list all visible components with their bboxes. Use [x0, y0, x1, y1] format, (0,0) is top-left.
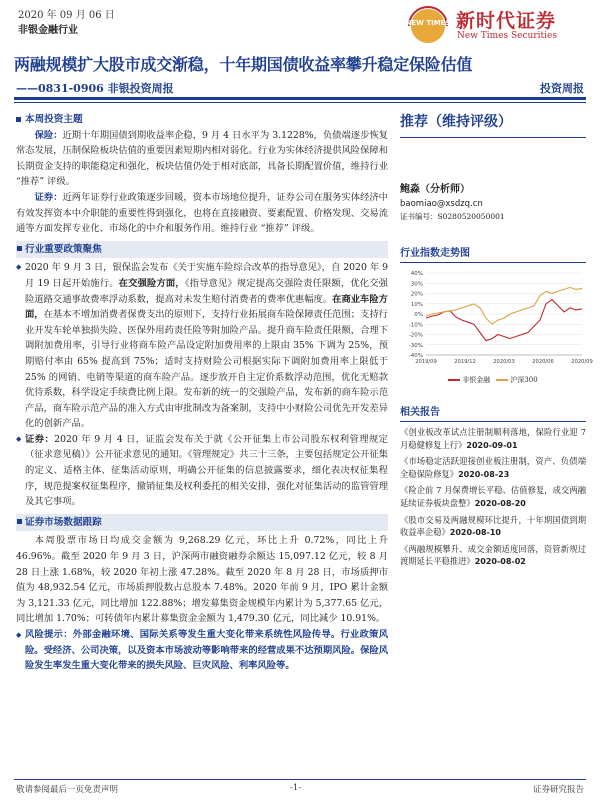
legend-swatch-csi300 [496, 379, 508, 381]
related-report-date: 2020-08-23 [458, 469, 510, 479]
policy-bold-commercial: 在商业车险方面， [25, 293, 388, 321]
chart-y-tick-label: 40% [410, 271, 423, 277]
sidebar [400, 107, 593, 572]
related-report-item[interactable] [400, 484, 586, 510]
section-heading-policy: 行业重要政策聚焦 [16, 241, 388, 259]
chart-x-tick-label: 2020/03 [493, 359, 515, 365]
legend-label-nonbank: 非银金融 [462, 376, 491, 384]
title-rule-thick [14, 97, 586, 100]
keyword-insurance: 保险： [34, 129, 63, 141]
chart-y-tick-label: -30% [408, 342, 423, 349]
policy-text-c: 在基本不增加消费者保费支出的原则下，支持行业拓展商车险保障责任范围；支持行业开发车轮单独损失险、医保外用药责任险等附加险产品。提升商车险责任限额，合理下调附加费用率，引导行业将商车险产品设定附加费用率的上限由 35% 下调为 25%，预期赔付率由 65% 提高到 75%；适时支持财险公司根据实际下调附加费用率上限低于 25% 的网销、电销等渠道的商车险产品。逐步放开自主定价系数浮动范围，优化无赔款优待系数，科学设定手续费比例上限。发布新的统一的交强险产品，发布新的商车险示范产品，商车险示范产品的准入方式由审批制改为备案制，支持中小财险公司优先开发差异化的创新产品。 [25, 309, 388, 430]
rating-rule [400, 137, 586, 138]
related-reports-rule [400, 421, 586, 422]
risk-text: 风险提示：外部金融环境、国际关系等发生重大变化带来系统性风险传导。行业政策风险。受经济、公司决策，以及资本市场波动等影响带来的经营成果不达预期风险。保险风险发生率发生重大变化带来的损失风险、巨灾风险、利率风险等。 [25, 629, 388, 672]
chart-y-tick-label: 10% [410, 301, 423, 308]
related-report-title: 《两融规模攀升、成交金额适度回落，资管新规过渡期延长平稳推进》 [400, 543, 586, 567]
analyst-name: 鲍淼（分析师） [400, 184, 470, 195]
related-report-item[interactable] [400, 543, 586, 569]
related-report-title: 《股市交易及两融规模环比提升，十年期国债到期收益率企稳》 [400, 514, 586, 538]
document-type: 投资周报 [540, 82, 584, 95]
footer-report-type: 证券研究报告 [532, 785, 584, 795]
industry-category: 非银金融行业 [18, 25, 78, 36]
related-report-date: 2020-08-20 [474, 498, 526, 508]
logo-mark-text-new: NEW TIMES [405, 19, 451, 27]
bullet-securities-policy [16, 432, 388, 510]
legend-item-nonbank [448, 375, 490, 385]
related-report-title: 《创业板改革试点注册制顺利落地，保险行业迎 7 月稳健修复上行》 [400, 427, 586, 450]
policy-text-a: 2020 年 9 月 3 日，银保监会发布《关于实施车险综合改革的指导意见》，自 2020 年 9 月 19 日起开始施行。 [25, 262, 388, 289]
chart-y-tick-label: -20% [408, 332, 423, 339]
legend-item-csi300 [496, 375, 537, 385]
paragraph-insurance [16, 128, 388, 190]
text-insurance: 近期十年期国债到期收益率企稳，9 月 4 日水平为 3.1228%，负债端逐步恢复常态发展，压制保险板块估值的重要因素短期内相对弱化。行业为实体经济提供风险保障和长期资金支持的职能稳定和强化，板块估值仍处于相对底部，具备长期配置价值，维持行业 “推荐” 评级。 [16, 129, 388, 188]
related-report-date: 2020-08-02 [474, 557, 526, 567]
paragraph-market-data [16, 533, 388, 627]
keyword-securities: 证券： [34, 191, 63, 203]
chart-heading-rule [400, 262, 586, 263]
risk-warning [16, 627, 388, 674]
chart-x-tick-label: 2020/09 [571, 359, 593, 365]
related-report-date: 2020-08-10 [449, 528, 501, 538]
related-report-item[interactable] [400, 455, 586, 481]
related-reports-heading: 相关报告 [400, 407, 440, 418]
policy-securities-text: 2020 年 9 月 4 日，证监会发布关于就《公开征集上市公司股东权利管理规定（征求意见稿）》公开征求意见的通知。《管理规定》共三十三条，主要包括规定公开征集的定义、适格主体、征集活动原则，明确公开征集的信息披露要求，细化表决权征集程序，规范提案权征集程序，撤销征集及权利委托的相关安排，强化对征集活动的监管管理及其它事项。 [25, 433, 388, 508]
rating: 推荐（维持评级） [400, 114, 512, 130]
section-heading-investment-theme: 本周投资主题 [16, 112, 388, 128]
chart-y-tick-label: -10% [408, 322, 423, 329]
report-subtitle: ——0831-0906 非银投资周报 [16, 82, 174, 95]
company-logo-name: 新时代证券 [456, 10, 557, 32]
text-market-data: 本周股票市场日均成交金额为 9,268.29 亿元，环比上升 0.72%，同比上升 46.96%。截至 2020 年 9 月 3 日，沪深两市融资融券余额达 15,097.12 亿元，较 8 月 28 日上涨 1.68%，较 2020 年初上涨 47.28%。截至 2020 年 8 月 28 日，市场质押市值为 48,932.54 亿元，市场质押股数占总股本 7.48%。2020 年前 9 月，IPO 累计金额为 3,121.33 亿元，同比增加 122.88%；增发募集资金规模年内累计为 5,377.65 亿元，同比增加 1.70%；可转债年内累计募集资金金额为 1,479.30 亿元，同比减少 10.91%。 [16, 535, 388, 625]
related-report-item[interactable] [400, 426, 586, 452]
industry-index-chart [400, 267, 593, 371]
report-date: 2020 年 09 月 06 日 [18, 10, 115, 21]
main-content [16, 107, 388, 674]
related-report-title: 《市场稳定活跃迎接创业板注册制，资产、负债端全稳保险修复》 [400, 456, 586, 479]
keyword-securities-policy: 证券： [25, 433, 55, 445]
analyst-certificate: 证书编号：S0280520050001 [400, 212, 505, 221]
legend-swatch-nonbank [448, 379, 460, 381]
chart-x-tick-label: 2020/06 [532, 359, 554, 365]
page-number: -1- [290, 783, 302, 793]
related-report-item[interactable] [400, 514, 586, 540]
related-report-date: 2020-09-01 [466, 440, 518, 450]
legend-label-csi300: 沪深300 [510, 376, 538, 384]
title-rule-thin [14, 102, 586, 103]
text-securities: 近两年证券行业政策逐步回暖，资本市场地位提升，证券公司在服务实体经济中有效发挥资本中介职能的重要性得到强化，也将在直接融资、要素配置、价格发现、交易流通等方面发挥专业化、市场化的中介和服务作用。维持行业 “推荐” 评级。 [16, 191, 388, 235]
paragraph-securities [16, 190, 388, 237]
chart-x-tick-label: 2019/12 [454, 359, 476, 365]
chart-y-tick-label: 0% [414, 312, 423, 318]
related-report-title: 《险企前 7 月保费增长平稳、估值修复，成交两融延续证券板块盘整》 [400, 485, 586, 508]
policy-text-b: 《指导意见》规定提高交强险责任限额，优化交强险道路交通事故费率浮动系数，提高对未发生赔付消费者的费率优惠幅度。 [25, 277, 388, 305]
chart-y-tick-label: 20% [410, 291, 423, 298]
footer-rule [14, 779, 586, 780]
chart-heading: 行业指数走势图 [400, 248, 470, 259]
chart-y-tick-label: 30% [410, 281, 423, 288]
chart-y-tick-label: -40% [408, 353, 423, 359]
chart-x-tick-label: 2019/09 [415, 359, 437, 365]
chart-legend [400, 375, 586, 385]
report-title: 两融规模扩大股市成交渐稳，十年期国债收益率攀升稳定保险估值 [14, 55, 473, 74]
policy-bold-compulsory: 在交强险方面， [118, 277, 185, 289]
analyst-email[interactable]: baomiao@xsdzq.cn [400, 199, 483, 209]
bullet-insurance-policy [16, 260, 388, 432]
company-logo-english: New Times Securities [457, 31, 557, 41]
related-reports-list [400, 426, 586, 569]
footer-disclaimer: 敬请参阅最后一页免责声明 [16, 785, 119, 795]
section-heading-market-data: 证券市场数据跟踪 [16, 514, 388, 532]
company-logo-icon [405, 6, 451, 46]
